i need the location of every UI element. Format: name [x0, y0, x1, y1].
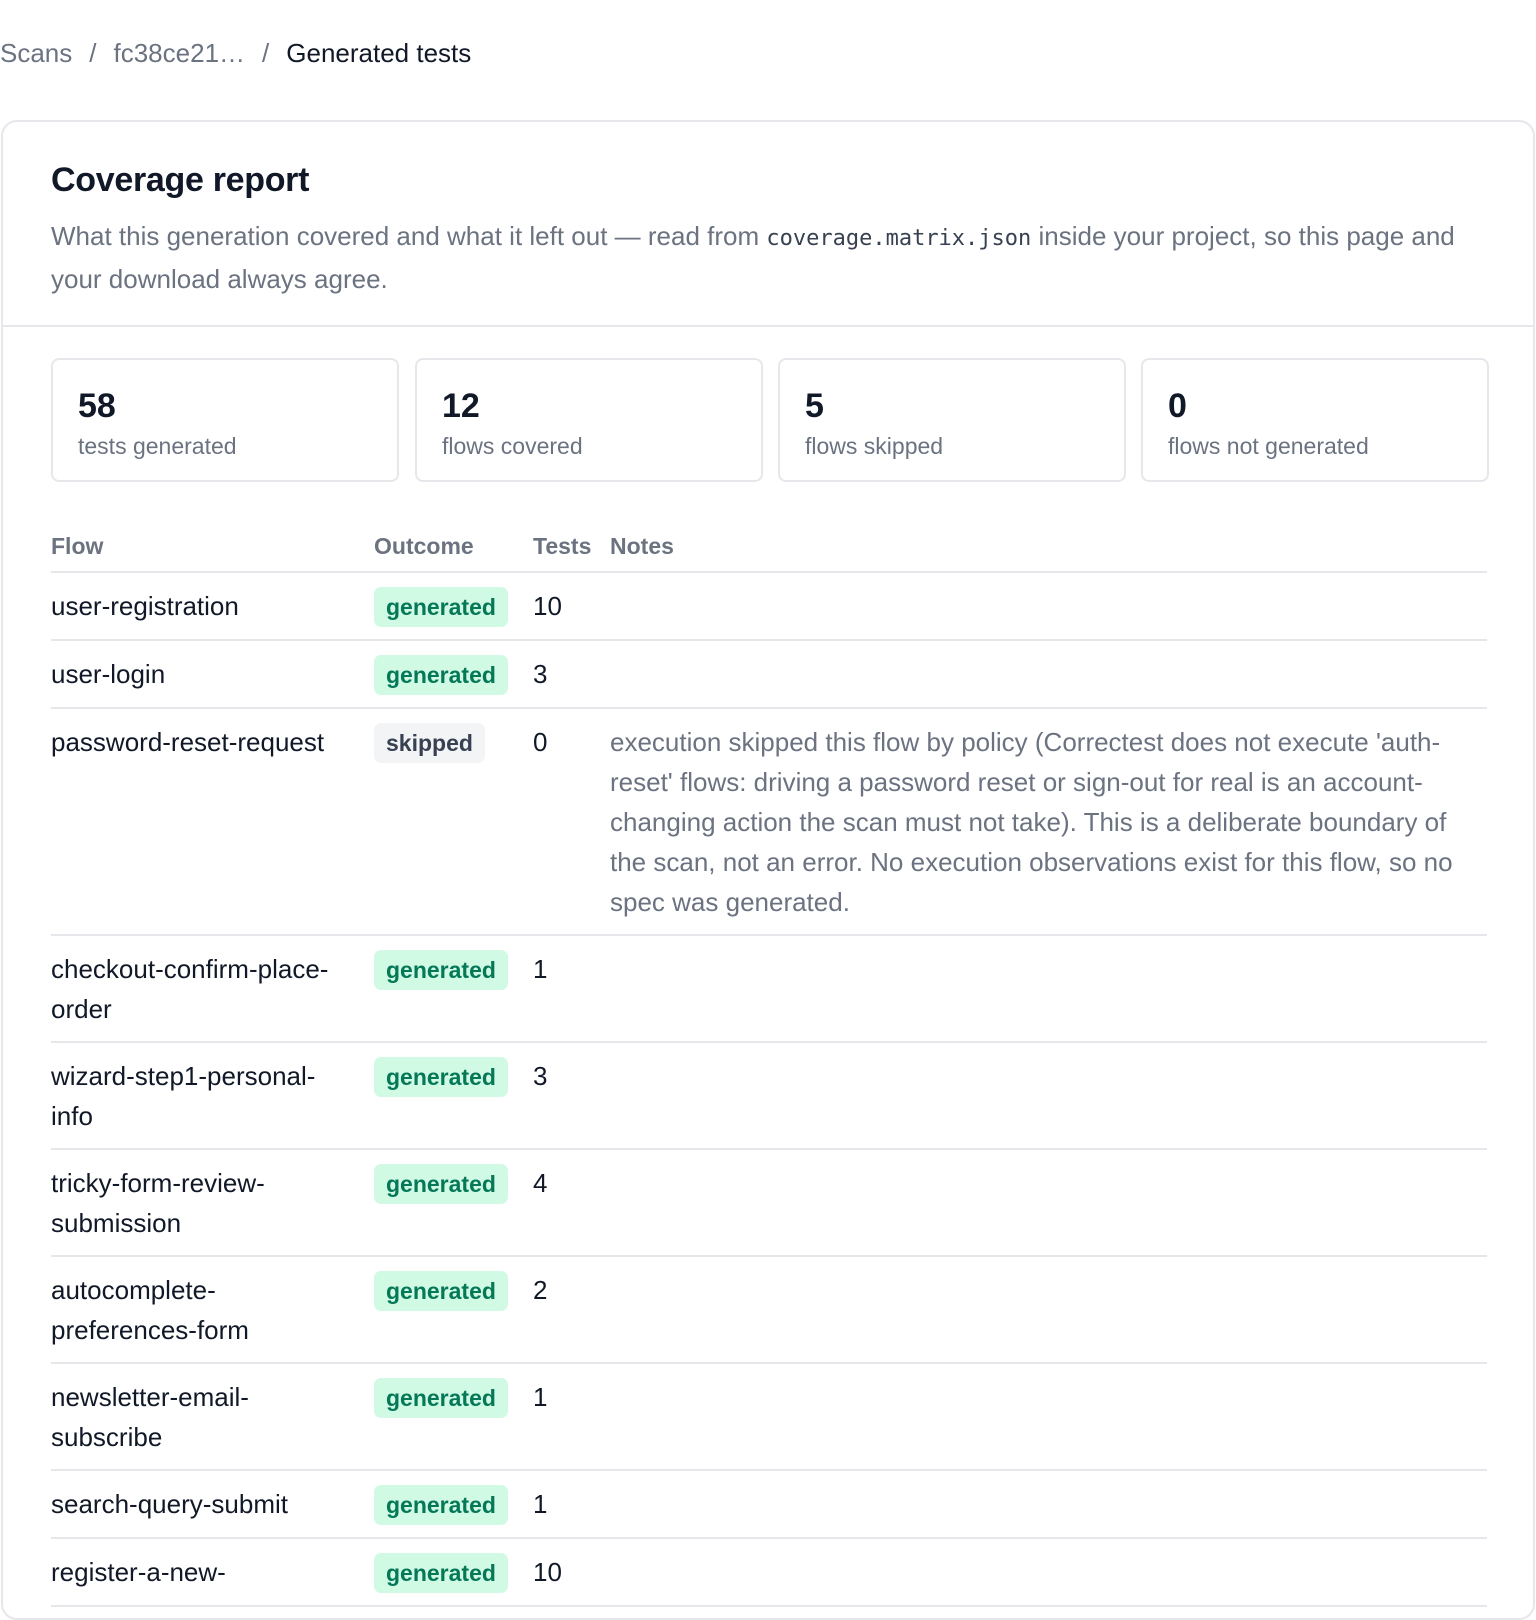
outcome-badge: skipped [374, 723, 485, 763]
flow-name: user-login [51, 640, 374, 708]
outcome-badge: generated [374, 1164, 508, 1204]
coverage-table-wrapper [51, 522, 1487, 1607]
description-text: inside your project, so this page and your download always agree. [51, 221, 1455, 294]
flow-notes [610, 1042, 1487, 1149]
flow-notes: execution skipped this flow by policy (Correctest does not execute 'auth-reset' flows: driving a password reset or sign-out for real is an account-changing action the scan must not take). This is a deliberate boundary of the scan, not an error. No execution observations exist for this flow, so no spec was generated. [610, 708, 1487, 935]
table-body [51, 572, 1487, 1606]
stat-flows-skipped [778, 358, 1126, 482]
flow-name: checkout-confirm-place-order [51, 935, 374, 1042]
column-header-flow: Flow [51, 522, 374, 572]
coverage-report-card [1, 120, 1535, 1620]
table-row [51, 640, 1487, 708]
table-row [51, 572, 1487, 640]
column-header-notes: Notes [610, 522, 1487, 572]
outcome-cell [374, 640, 533, 708]
tests-count: 1 [533, 935, 610, 1042]
outcome-badge: generated [374, 1378, 508, 1418]
flow-name: autocomplete-preferences-form [51, 1256, 374, 1363]
stat-label: flows skipped [805, 433, 944, 459]
tests-count: 0 [533, 708, 610, 935]
stat-tests-generated [51, 358, 399, 482]
outcome-badge: generated [374, 1553, 508, 1593]
outcome-cell [374, 1149, 533, 1256]
flow-name: tricky-form-review-submission [51, 1149, 374, 1256]
flow-notes [610, 640, 1487, 708]
table-header-row [51, 522, 1487, 572]
outcome-cell [374, 572, 533, 640]
table-row [51, 1042, 1487, 1149]
table-row [51, 1538, 1487, 1606]
outcome-badge: generated [374, 587, 508, 627]
breadcrumb-separator: / [89, 37, 97, 68]
flow-notes [610, 935, 1487, 1042]
breadcrumb-scan-id-link[interactable]: fc38ce21… [113, 37, 246, 68]
breadcrumb [0, 34, 471, 72]
breadcrumb-scans-link[interactable]: Scans [0, 37, 73, 68]
flow-notes [610, 1470, 1487, 1538]
breadcrumb-separator: / [262, 37, 270, 68]
outcome-cell [374, 708, 533, 935]
tests-count: 1 [533, 1363, 610, 1470]
stat-label: flows not generated [1168, 433, 1369, 459]
tests-count: 3 [533, 1042, 610, 1149]
table-row [51, 1149, 1487, 1256]
table-row [51, 1470, 1487, 1538]
flow-name: password-reset-request [51, 708, 374, 935]
outcome-cell [374, 1470, 533, 1538]
flow-name: register-a-new- [51, 1538, 374, 1606]
outcome-cell [374, 1538, 533, 1606]
tests-count: 1 [533, 1470, 610, 1538]
outcome-cell [374, 1256, 533, 1363]
outcome-badge: generated [374, 1271, 508, 1311]
outcome-badge: generated [374, 1485, 508, 1525]
stat-flows-covered [415, 358, 763, 482]
tests-count: 4 [533, 1149, 610, 1256]
tests-count: 2 [533, 1256, 610, 1363]
outcome-cell [374, 1363, 533, 1470]
card-header [3, 122, 1533, 327]
flow-name: newsletter-email-subscribe [51, 1363, 374, 1470]
outcome-badge: generated [374, 1057, 508, 1097]
coverage-table [51, 522, 1487, 1607]
stat-value: 12 [442, 387, 480, 425]
flow-name: wizard-step1-personal-info [51, 1042, 374, 1149]
stat-value: 58 [78, 387, 116, 425]
stat-label: tests generated [78, 433, 237, 459]
flow-notes [610, 1363, 1487, 1470]
flow-name: user-registration [51, 572, 374, 640]
stat-flows-not-generated [1141, 358, 1489, 482]
tests-count: 10 [533, 1538, 610, 1606]
tests-count: 10 [533, 572, 610, 640]
flow-name: search-query-submit [51, 1470, 374, 1538]
description-text: What this generation covered and what it left out — read from [51, 221, 767, 251]
table-row [51, 1363, 1487, 1470]
stat-value: 5 [805, 387, 824, 425]
stats-row [51, 358, 1487, 482]
column-header-outcome: Outcome [374, 522, 533, 572]
table-row [51, 1256, 1487, 1363]
breadcrumb-current: Generated tests [286, 37, 472, 68]
flow-notes [610, 1256, 1487, 1363]
page-title: Coverage report [51, 161, 310, 199]
stat-value: 0 [1168, 387, 1187, 425]
flow-notes [610, 572, 1487, 640]
table-row [51, 708, 1487, 935]
coverage-matrix-filename: coverage.matrix.json [766, 226, 1032, 251]
column-header-tests: Tests [533, 522, 610, 572]
tests-count: 3 [533, 640, 610, 708]
table-row [51, 935, 1487, 1042]
flow-notes [610, 1538, 1487, 1606]
outcome-badge: generated [374, 950, 508, 990]
outcome-cell [374, 1042, 533, 1149]
outcome-cell [374, 935, 533, 1042]
flow-notes [610, 1149, 1487, 1256]
report-description [51, 216, 1471, 299]
outcome-badge: generated [374, 655, 508, 695]
stat-label: flows covered [442, 433, 583, 459]
